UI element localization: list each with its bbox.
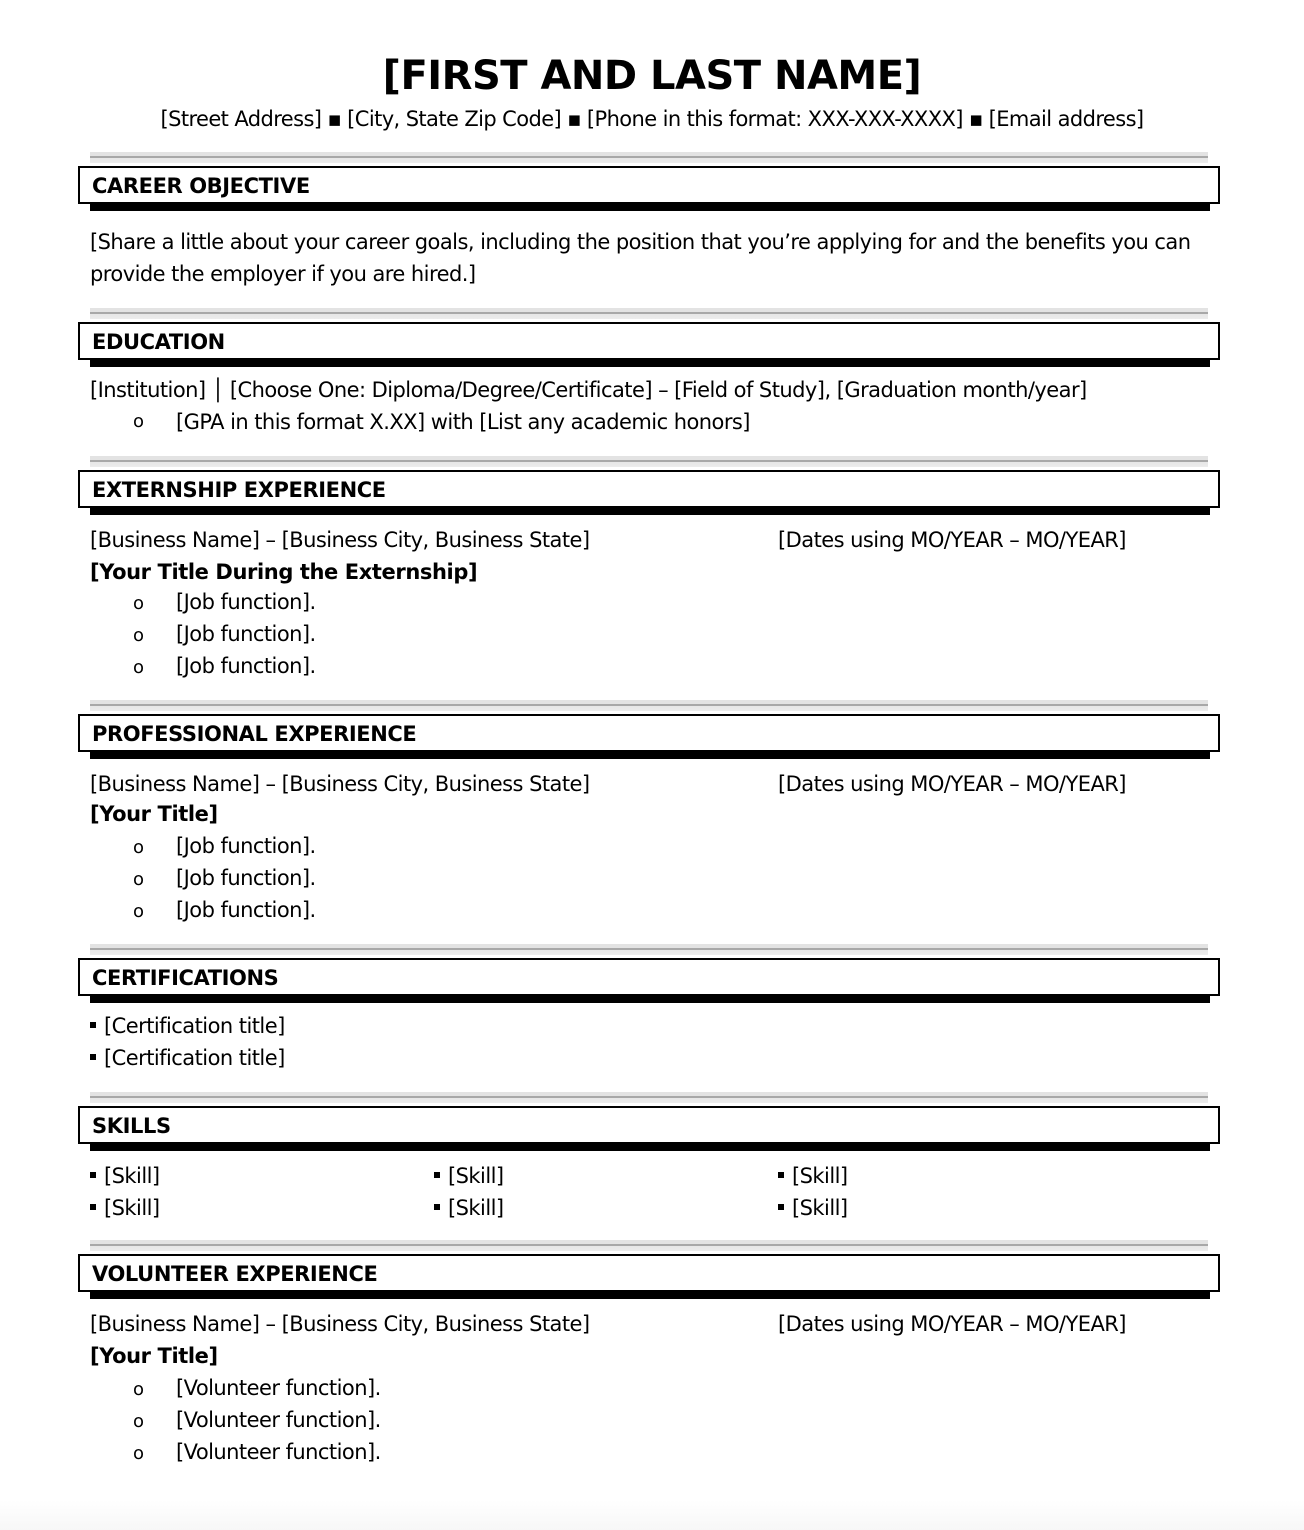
section-header-externship (0, 456, 1304, 522)
hollow-bullet-icon: o (133, 869, 145, 890)
section-header-skills (0, 1092, 1304, 1158)
square-bullet-icon (90, 1204, 96, 1210)
skill-item (434, 1160, 504, 1192)
volunteer-function: [Volunteer function]. (176, 1376, 381, 1400)
section-title: EXTERNSHIP EXPERIENCE (92, 478, 386, 502)
square-bullet-icon (434, 1204, 440, 1210)
skill-item (778, 1192, 848, 1224)
section-title: VOLUNTEER EXPERIENCE (92, 1262, 378, 1286)
square-bullet-icon (90, 1172, 96, 1178)
skill-label: [Skill] (104, 1196, 160, 1220)
externship-function: [Job function]. (176, 590, 316, 614)
section-header-education (0, 308, 1304, 374)
section-divider (90, 700, 1208, 711)
hollow-bullet-icon: o (133, 625, 145, 646)
hollow-bullet-icon: o (133, 1411, 145, 1432)
section-header-career-objective (0, 152, 1304, 218)
section-title-box (78, 470, 1220, 508)
section-divider (90, 456, 1208, 467)
square-bullet-icon (90, 1022, 96, 1028)
professional-function: [Job function]. (176, 866, 316, 890)
square-bullet-icon (90, 1054, 96, 1060)
externship-function: [Job function]. (176, 654, 316, 678)
externship-dates: [Dates using MO/YEAR – MO/YEAR] (778, 528, 1126, 552)
section-title: SKILLS (92, 1114, 171, 1138)
hollow-bullet-icon: o (133, 593, 145, 614)
hollow-bullet-icon: o (133, 901, 145, 922)
volunteer-function: [Volunteer function]. (176, 1440, 381, 1464)
section-title-box (78, 322, 1220, 360)
section-title: EDUCATION (92, 330, 225, 354)
professional-function: [Job function]. (176, 834, 316, 858)
section-divider (90, 152, 1208, 163)
professional-dates: [Dates using MO/YEAR – MO/YEAR] (778, 772, 1126, 796)
education-gpa: [GPA in this format X.XX] with [List any academic honors] (176, 410, 750, 434)
square-bullet-icon (434, 1172, 440, 1178)
hollow-bullet-icon: o (133, 1379, 145, 1400)
skill-label: [Skill] (448, 1196, 504, 1220)
skill-label: [Skill] (792, 1196, 848, 1220)
contact-line: [Street Address] ▪ [City, State Zip Code] ▪ [Phone in this format: XXX-XXX-XXXX] ▪ [Email address] (160, 107, 1144, 131)
externship-function: [Job function]. (176, 622, 316, 646)
section-header-professional (0, 700, 1304, 766)
certification-item (90, 1042, 285, 1074)
certification-title: [Certification title] (104, 1014, 285, 1038)
volunteer-dates: [Dates using MO/YEAR – MO/YEAR] (778, 1312, 1126, 1336)
externship-business: [Business Name] – [Business City, Business State] (90, 528, 590, 552)
professional-business: [Business Name] – [Business City, Business State] (90, 772, 590, 796)
hollow-bullet-icon: o (133, 411, 145, 432)
square-bullet-icon (778, 1172, 784, 1178)
candidate-name: [FIRST AND LAST NAME] (382, 53, 922, 99)
section-header-volunteer (0, 1240, 1304, 1306)
hollow-bullet-icon: o (133, 837, 145, 858)
section-divider (90, 944, 1208, 955)
skill-label: [Skill] (448, 1164, 504, 1188)
hollow-bullet-icon: o (133, 657, 145, 678)
section-title-box (78, 714, 1220, 752)
volunteer-business: [Business Name] – [Business City, Business State] (90, 1312, 590, 1336)
section-title-box (78, 958, 1220, 996)
volunteer-role: [Your Title] (90, 1344, 218, 1368)
section-title-box (78, 166, 1220, 204)
section-title: CERTIFICATIONS (92, 966, 279, 990)
section-divider (90, 1092, 1208, 1103)
skill-item (90, 1160, 160, 1192)
hollow-bullet-icon: o (133, 1443, 145, 1464)
skill-item (434, 1192, 504, 1224)
section-title-box (78, 1106, 1220, 1144)
professional-function: [Job function]. (176, 898, 316, 922)
section-header-certifications (0, 944, 1304, 1010)
education-line: [Institution] │ [Choose One: Diploma/Degree/Certificate] – [Field of Study], [Graduation month/year] (90, 378, 1087, 402)
externship-role: [Your Title During the Externship] (90, 560, 478, 584)
section-title-box (78, 1254, 1220, 1292)
skill-item (778, 1160, 848, 1192)
career-objective-text: [Share a little about your career goals, including the position that you’re applying for and the benefits you can provide the employer if you are hired.] (90, 230, 1191, 286)
professional-role: [Your Title] (90, 802, 218, 826)
certification-title: [Certification title] (104, 1046, 285, 1070)
skill-label: [Skill] (792, 1164, 848, 1188)
skill-item (90, 1192, 160, 1224)
section-divider (90, 1240, 1208, 1251)
square-bullet-icon (778, 1204, 784, 1210)
section-divider (90, 308, 1208, 319)
certification-item (90, 1010, 285, 1042)
volunteer-function: [Volunteer function]. (176, 1408, 381, 1432)
skill-label: [Skill] (104, 1164, 160, 1188)
section-title: PROFESSIONAL EXPERIENCE (92, 722, 417, 746)
section-title: CAREER OBJECTIVE (92, 174, 310, 198)
